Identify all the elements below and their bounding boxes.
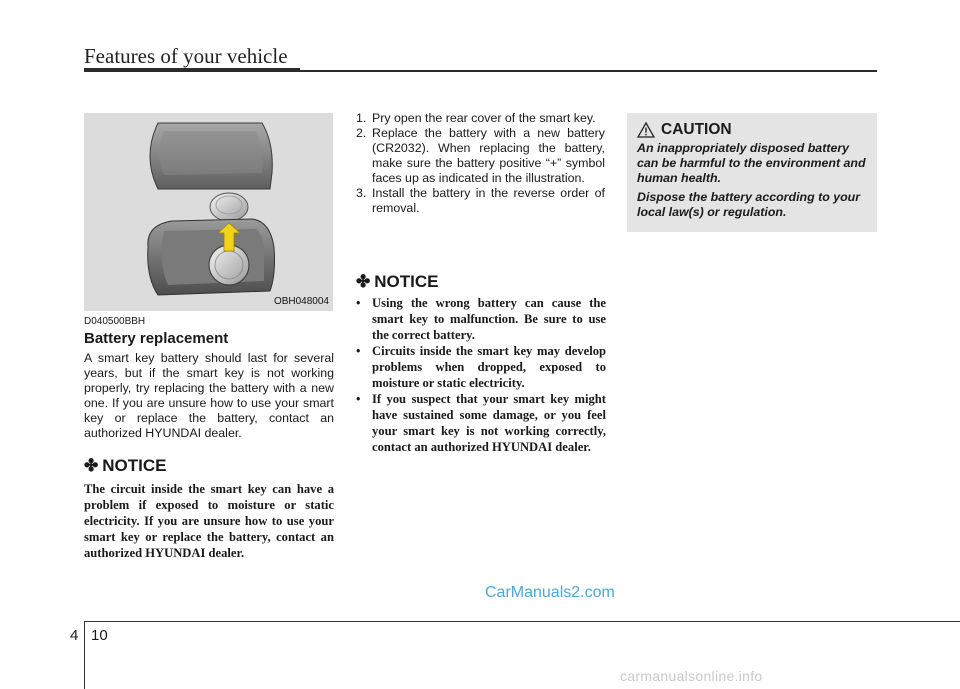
- caution-line: An inappropriately disposed battery can be harmful to the environment and human health.: [637, 141, 866, 185]
- step-text: Replace the battery with a new battery (CR2032). When replacing the battery, make sure the battery positive “+” symbol faces up as indicated in the illustration.: [372, 126, 605, 185]
- bullet-dot-icon: •: [356, 344, 361, 358]
- caution-heading: [637, 121, 732, 139]
- step-text: Install the battery in the reverse order of removal.: [372, 186, 605, 215]
- bullet-dot-icon: •: [356, 392, 361, 406]
- brand-watermark[interactable]: CarManuals2.com: [485, 584, 615, 601]
- notice-bullet: [356, 295, 606, 343]
- footer-divider: [84, 621, 85, 689]
- site-watermark: carmanualsonline.info: [620, 668, 763, 684]
- footer-rule: [84, 621, 960, 622]
- step-item: [356, 111, 605, 126]
- step-item: [356, 186, 605, 216]
- header-rule-thick: [84, 68, 300, 72]
- section-title: Battery replacement: [84, 330, 229, 347]
- page-header-title: Features of your vehicle: [84, 44, 288, 68]
- figure-code: OBH048004: [273, 296, 329, 307]
- bullet-dot-icon: •: [356, 296, 361, 310]
- header-rule-thin: [300, 70, 877, 72]
- intro-paragraph: A smart key battery should last for several years, but if the smart key is not working properly, try replacing the battery with a new one. If you are unsure how to use your smart key or replace the battery, contact an authorized HYUNDAI dealer.: [84, 351, 334, 440]
- step-number: 1.: [356, 111, 367, 125]
- caution-line: Dispose the battery according to your local law(s) or regulation.: [637, 190, 861, 219]
- bullet-text: Circuits inside the smart key may develop problems when dropped, exposed to moisture or static electricity.: [372, 344, 606, 390]
- page-number: 10: [91, 627, 108, 644]
- notice-bullet: [356, 343, 606, 391]
- notice-bullet: [356, 391, 606, 455]
- cross-star-icon: ✤: [84, 456, 99, 475]
- notice-text-left: The circuit inside the smart key can have a problem if exposed to moisture or static electricity. If you are unsure how to use your smart key or replace the battery, contact an authorized HYUNDAI dealer.: [84, 482, 334, 560]
- caution-text: [637, 141, 869, 224]
- notice-heading-left: [84, 456, 166, 476]
- notice-title: NOTICE: [102, 456, 167, 475]
- smart-key-figure: [84, 113, 333, 311]
- step-number: 3.: [356, 186, 367, 200]
- caution-title: CAUTION: [661, 121, 732, 138]
- bullet-text: If you suspect that your smart key might have sustained some damage, or you feel your smart key is not working correctly, contact an authorized HYUNDAI dealer.: [372, 392, 606, 454]
- notice-bullets: [356, 295, 606, 455]
- notice-title: NOTICE: [374, 272, 439, 291]
- smart-key-illustration: [84, 113, 333, 311]
- step-number: 2.: [356, 126, 367, 140]
- step-text: Pry open the rear cover of the smart key.: [372, 111, 596, 125]
- caution-box: [627, 113, 877, 232]
- warning-triangle-icon: [637, 122, 655, 138]
- bullet-text: Using the wrong battery can cause the smart key to malfunction. Be sure to use the correct battery.: [372, 296, 606, 342]
- step-item: [356, 126, 605, 186]
- document-code: D040500BBH: [84, 316, 146, 327]
- replacement-steps: [356, 111, 605, 216]
- chapter-number: 4: [70, 627, 79, 644]
- cross-star-icon: ✤: [356, 272, 371, 291]
- notice-heading-middle: [356, 272, 438, 292]
